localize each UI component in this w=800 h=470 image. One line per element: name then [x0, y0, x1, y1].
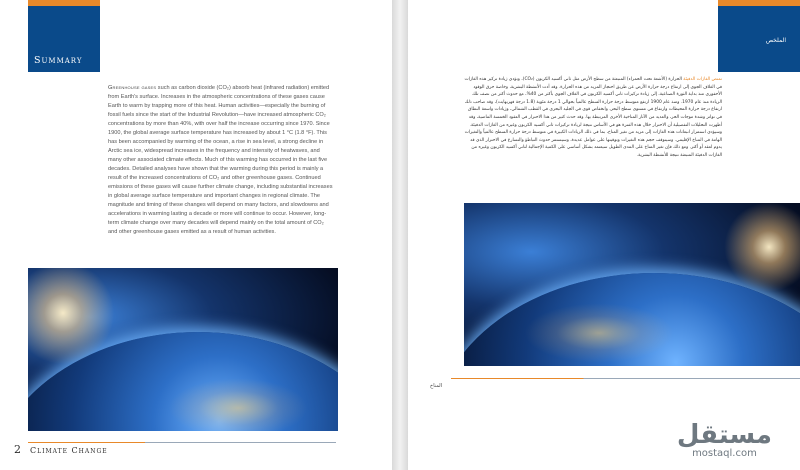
- header-blue-block: [718, 6, 800, 72]
- earth-image: [464, 203, 800, 366]
- body-paragraph: الحرارة (الأشعة تحت الحمراء) المنبعثة من سطح الأرض مثل ثاني أكسيد الكربون (CO₂)، وتؤدي زيادة تركيز هذه الغازات في الغلاف الجوي إلى ارتفاع درجة حرارة الأرض عن طريق احتجاز المزيد من هذه الحرارة. وقد أدت الأنشطة البشرية، وخاصة حرق الوقود الأحفوري منذ بداية الثورة الصناعية، إلى زيادة تركيزات ثاني أكسيد الكربون في الغلاف الجوي بأكثر من 40%، مع حدوث أكثر من نصف تلك الزيادة منذ عام 1970. ومنذ عام 1900 ارتفع متوسط درجة حرارة السطح عالمياً بحوالي 1 درجة مئوية (1.8 درجة فهرنهايت)، وقد صاحب ذلك ارتفاع درجة حرارة المحيطات وارتفاع في مستوى سطح البحر، وانخفاض قوي في الجليد البحري في القطب الشمالي، وزيادات واسعة النطاق في تواتر وشدة موجات الحر، والعديد من الآثار المناخية الأخرى المرتبطة بها. وقد حدث كثير من هذا الاحترار في العقود الخمسة الماضية، وقد أظهرت التحليلات التفصيلية أن الاحترار خلال هذه الفترة هو في الأساس نتيجة لزيادة تركيزات ثاني أكسيد الكربون وغيره من الغازات الدفيئة. وسيؤدي استمرار انبعاثات هذه الغازات إلى مزيد من تغير المناخ، بما في ذلك الزيادات الكبيرة في متوسط درجة حرارة السطح عالمياً والتغيرات الهامة في المناخ الإقليمي. وسيتوقف حجم هذه التغيرات وتوقيتها على عوامل عديدة، وسيستمر حدوث التباطؤ والتسارع في الاحترار الذي قد يدوم لعقد أو أكثر. ومع ذلك فإن تغير المناخ على المدى الطويل سيعتمد بشكل أساسي على الكمية الإجمالية لثاني أكسيد الكربون وغيره من الغازات الدفيئة المنبعثة نتيجة للأنشطة البشرية.: [464, 77, 722, 158]
- footer-rule: [451, 378, 800, 379]
- lead-in: تمتص الغازات الدفيئة: [683, 77, 722, 82]
- footer-title: Climate Change: [30, 446, 108, 455]
- body-text: [108, 84, 334, 237]
- section-label: الملخص: [765, 37, 786, 44]
- city-lights: [168, 378, 308, 431]
- page-number: 2: [14, 443, 21, 456]
- footer-title: المناخ: [430, 383, 443, 389]
- section-label: Summary: [34, 55, 83, 66]
- left-page: [0, 0, 392, 470]
- footer-rule: [28, 442, 336, 443]
- earth-image: [28, 268, 338, 431]
- watermark-arabic: مستقل: [676, 420, 772, 450]
- lead-in: Greenhouse gases: [108, 85, 157, 91]
- header-blue-block: [28, 6, 100, 72]
- right-page: [408, 0, 800, 470]
- body-text: [464, 76, 722, 160]
- book-gutter: [392, 0, 408, 470]
- body-paragraph: such as carbon dioxide (CO₂) absorb heat (infrared radiation) emitted from Earth's surface. Increases in the atmospheric concentrations of these gases cause Earth to warm by trapping more of this heat. Human activities—especially the burning of fossil fuels since the start of the Industrial Revolution—have increased atmospheric CO₂ concentrations by more than 40%, with over half the increase occurring since 1970. Since 1900, the global average surface temperature has increased by about 1 °C (1.8 °F). This has been accompanied by warming of the ocean, a rise in sea level, a strong decline in Arctic sea ice, widespread increases in the frequency and intensity of heatwaves, and many other associated climate effects. Much of this warming has occurred in the last five decades. Detailed analyses have shown that the warming during this period is mainly a result of the increased concentrations of CO₂ and other greenhouse gases. Continued emissions of these gases will cause further climate change, including substantial increases in global average surface temperature and important changes in regional climate. The magnitude and timing of these changes will depend on many factors, and slowdowns and accelerations in warming lasting a decade or more will continue to occur. However, long-term climate change over many decades will depend mainly on the total amount of CO₂ and other greenhouse gases emitted as a result of human activities.: [108, 85, 333, 235]
- watermark: [677, 422, 772, 460]
- city-lights: [524, 303, 674, 363]
- watermark-latin: mostaql.com: [692, 448, 757, 459]
